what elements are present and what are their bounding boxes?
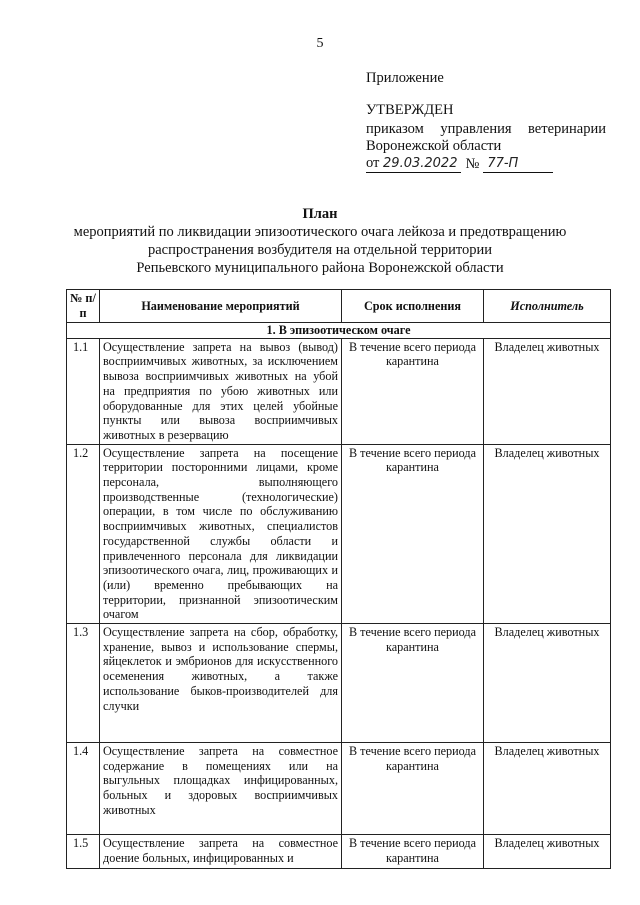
table-row (67, 743, 611, 835)
header-executor: Исполнитель (484, 290, 611, 323)
department-region: Воронежской области (366, 138, 502, 154)
measure-executor: Владелец животных (484, 444, 611, 623)
number-sign: № (465, 156, 480, 172)
table-header-row (67, 290, 611, 323)
title-line-3: Репьевского муниципального района Воронежской области (136, 260, 504, 276)
table-row (67, 624, 611, 743)
measure-name: Осуществление запрета на посещение территории посторонними лицами, кроме персонала, выполняющего производственные (технологические) операции, в том числе по обслуживанию восприимчивых животных, специалистов государственной службы области и привлеченного персонала для ликвидации эпизоотического очага, лиц, проживающих и (или) временно пребывающих на территории, признанной эпизоотическим очагом (100, 444, 342, 623)
header-name: Наименование мероприятий (100, 290, 342, 323)
table-row (67, 444, 611, 623)
order-line (366, 121, 606, 138)
page-number: 5 (316, 36, 324, 51)
measure-name: Осуществление запрета на сбор, обработку, хранение, вывоз и использование спермы, яйцеклеток и эмбрионов для искусственного осеменения животных, а также использование быков-производителей для случки (100, 624, 342, 743)
order-word-3: ветеринарии (528, 121, 606, 137)
title-line-1: мероприятий по ликвидации эпизоотического очага лейкоза и предотвращению (73, 224, 567, 240)
measure-executor: Владелец животных (484, 624, 611, 743)
row-number: 1.1 (67, 338, 100, 444)
appendix-label: Приложение (366, 70, 444, 86)
measure-term: В течение всего периода карантина (342, 835, 484, 869)
measure-executor: Владелец животных (484, 338, 611, 444)
row-number: 1.5 (67, 835, 100, 869)
handwritten-date: 29.03.2022 (383, 156, 458, 171)
section-row (67, 323, 611, 339)
measure-name: Осуществление запрета на вывоз (вывод) восприимчивых животных, за исключением вывоза восприимчивых животных на убой на предприятия по убою животных или оборудованные для этих целей убойные пункты или вывоза восприимчивых животных в резервацию (100, 338, 342, 444)
measure-executor: Владелец животных (484, 743, 611, 835)
title-line-2: распространения возбудителя на отдельной территории (148, 242, 492, 258)
measure-term: В течение всего периода карантина (342, 624, 484, 743)
row-number: 1.2 (67, 444, 100, 623)
order-number (483, 155, 553, 173)
table-row (67, 835, 611, 869)
measures-table (66, 289, 611, 869)
row-number: 1.4 (67, 743, 100, 835)
table-row (67, 338, 611, 444)
order-word-2: управления (440, 121, 512, 137)
plan-heading: План (302, 206, 338, 222)
document-title (0, 205, 640, 277)
date-prefix: от (366, 155, 380, 171)
header-term: Срок исполнения (342, 290, 484, 323)
measure-term: В течение всего периода карантина (342, 743, 484, 835)
header-num: № п/п (67, 290, 100, 323)
approved-label: УТВЕРЖДЕН (366, 102, 454, 118)
measure-name: Осуществление запрета на совместное содержание в помещениях или на выгульных площадках инфицированных, больных и здоровых восприимчивых животных (100, 743, 342, 835)
measure-executor: Владелец животных (484, 835, 611, 869)
section-title: 1. В эпизоотическом очаге (67, 323, 611, 339)
order-date-line (366, 155, 606, 173)
order-date (366, 155, 461, 173)
row-number: 1.3 (67, 624, 100, 743)
measure-term: В течение всего периода карантина (342, 338, 484, 444)
measure-name: Осуществление запрета на совместное доение больных, инфицированных и (100, 835, 342, 869)
order-word-1: приказом (366, 121, 424, 137)
approval-block (366, 70, 606, 173)
measure-term: В течение всего периода карантина (342, 444, 484, 623)
handwritten-number: 77-П (487, 156, 519, 171)
